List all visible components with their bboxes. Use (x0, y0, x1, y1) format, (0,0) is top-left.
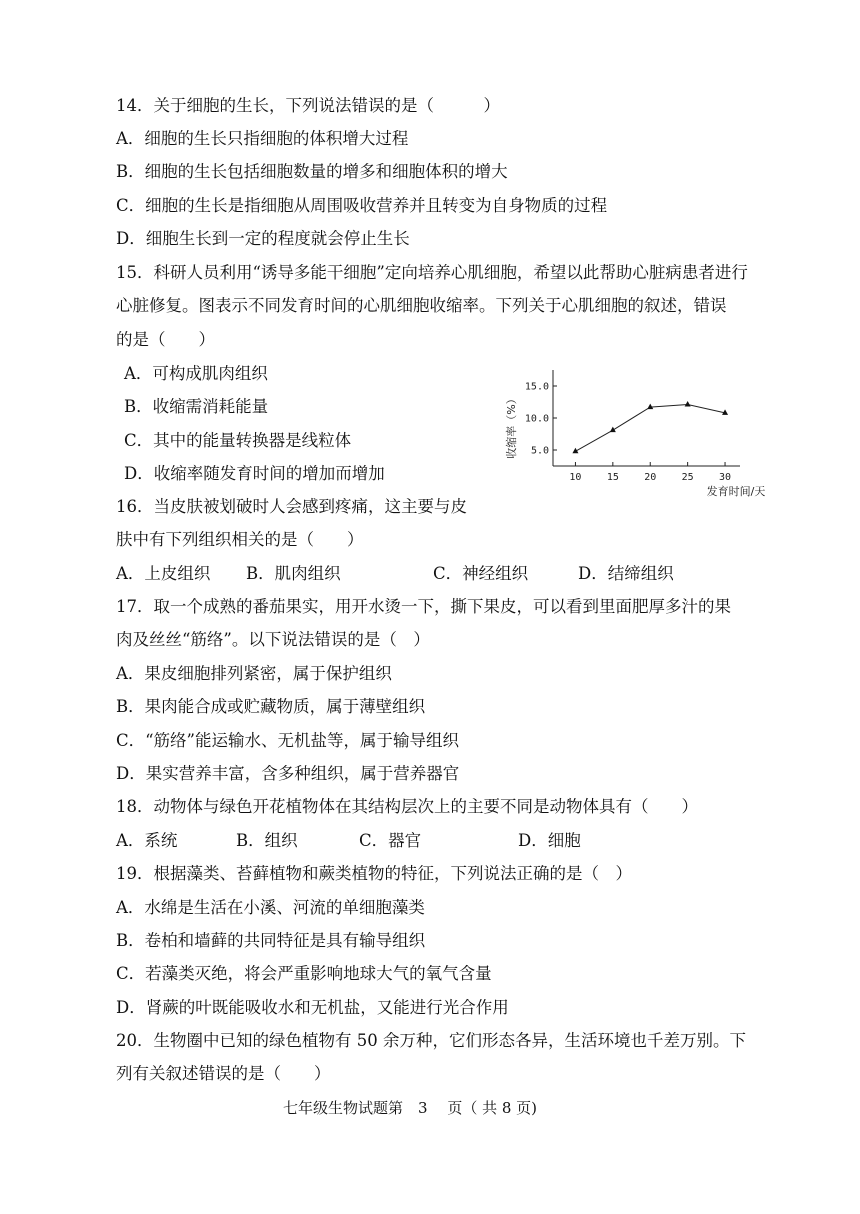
q15-option-a: A．可构成肌肉组织 (124, 364, 268, 383)
y-tick-label: 5.0 (530, 445, 549, 457)
q16-option-a: A．上皮组织 (116, 564, 211, 583)
q17-stem-line1: 17．取一个成熟的番茄果实，用开水烫一下，撕下果皮，可以看到里面肥厚多汁的果 (116, 597, 731, 616)
q19-option-d: D．肾蕨的叶既能吸收水和无机盐，又能进行光合作用 (116, 998, 509, 1017)
q16-stem-line1: 16．当皮肤被划破时人会感到疼痛，这主要与皮 (116, 497, 467, 516)
q15-option-d: D．收缩率随发育时间的增加而增加 (124, 464, 385, 483)
x-tick-label: 25 (681, 472, 694, 483)
q17-option-b: B．果肉能合成或贮藏物质，属于薄壁组织 (116, 697, 426, 716)
data-point (685, 401, 691, 407)
q17-option-a: A．果皮细胞排列紧密，属于保护组织 (116, 664, 392, 683)
q19-option-b: B．卷柏和墙藓的共同特征是具有输导组织 (116, 931, 426, 950)
q16-stem-line2: 肤中有下列组织相关的是（ ） (116, 530, 364, 549)
y-axis-label: 收缩率（%） (505, 393, 518, 459)
q16-option-c: C．神经组织 (433, 564, 529, 583)
q18-options (116, 831, 736, 851)
data-point (647, 404, 653, 410)
q19-option-a: A．水绵是生活在小溪、河流的单细胞藻类 (116, 898, 425, 917)
q17-option-c: C．“筋络”能运输水、无机盐等，属于输导组织 (116, 731, 459, 750)
q15-stem-line2: 心脏修复。图表示不同发育时间的心肌细胞收缩率。下列关于心肌细胞的叙述，错误 (116, 296, 727, 315)
q19-stem: 19．根据藻类、苔藓植物和蕨类植物的特征，下列说法正确的是（ ） (116, 864, 632, 883)
q16-options (116, 564, 736, 584)
y-tick-label: 10.0 (524, 413, 549, 425)
q14-option-a: A．细胞的生长只指细胞的体积增大过程 (116, 129, 409, 148)
x-tick-label: 15 (606, 472, 619, 483)
q15-stem-line1: 15．科研人员利用“诱导多能干细胞”定向培养心肌细胞，希望以此帮助心脏病患者进行 (116, 263, 748, 282)
x-tick-label: 10 (569, 472, 582, 483)
q14-option-c: C．细胞的生长是指细胞从周围吸收营养并且转变为自身物质的过程 (116, 196, 608, 215)
q17-stem-line2: 肉及丝丝“筋络”。以下说法错误的是（ ） (116, 630, 430, 649)
q18-option-b: B．组织 (236, 831, 298, 850)
q16-option-b: B．肌肉组织 (246, 564, 341, 583)
q20-stem-line2: 列有关叙述错误的是（ ） (116, 1064, 331, 1083)
q14-option-b: B．细胞的生长包括细胞数量的增多和细胞体积的增大 (116, 162, 508, 181)
contraction-rate-chart (498, 364, 788, 504)
q19-option-c: C．若藻类灭绝，将会严重影响地球大气的氧气含量 (116, 964, 492, 983)
q18-option-c: C．器官 (359, 831, 422, 850)
x-tick-label: 30 (719, 472, 732, 483)
x-tick-label: 20 (644, 472, 657, 483)
q15-option-c: C．其中的能量转换器是线粒体 (124, 431, 352, 450)
q15-option-b: B．收缩需消耗能量 (124, 397, 269, 416)
q18-option-d: D．细胞 (518, 831, 581, 850)
q18-stem: 18．动物体与绿色开花植物体在其结构层次上的主要不同是动物体具有（ ） (116, 797, 698, 816)
q20-stem-line1: 20．生物圈中已知的绿色植物有 50 余万种，它们形态各异，生活环境也千差万别。下 (116, 1031, 746, 1050)
series-line (575, 405, 725, 452)
chart-axes (553, 370, 740, 466)
x-axis-label: 发育时间/天 (706, 485, 766, 498)
q17-option-d: D．果实营养丰富，含多种组织，属于营养器官 (116, 764, 460, 783)
y-tick-label: 15.0 (524, 381, 549, 393)
q16-option-d: D．结缔组织 (578, 564, 674, 583)
page-footer: 七年级生物试题第 3 页（ 共 8 页) (283, 1099, 538, 1117)
q18-option-a: A．系统 (116, 831, 178, 850)
q14-option-d: D．细胞生长到一定的程度就会停止生长 (116, 229, 410, 248)
q14-stem: 14．关于细胞的生长，下列说法错误的是（ ） (116, 96, 500, 115)
q15-stem-line3: 的是（ ） (116, 330, 215, 349)
